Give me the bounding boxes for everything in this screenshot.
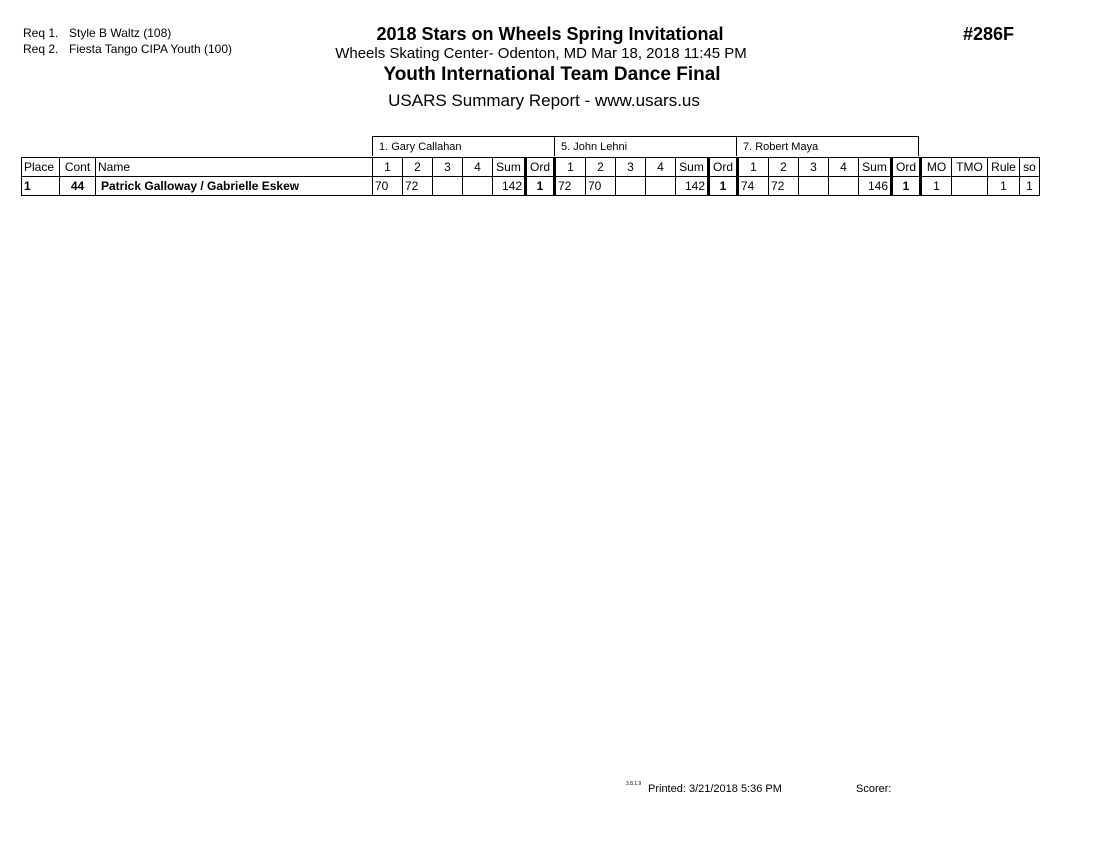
printed-timestamp: Printed: 3/21/2018 5:36 PM — [648, 783, 782, 795]
table-row — [22, 177, 1040, 196]
cell-j1-s1: 70 — [373, 177, 403, 196]
version-label: 3.8.1.9 — [626, 781, 642, 787]
cell-j1-sum: 142 — [493, 177, 526, 196]
requirement-2-number: Req 2. — [23, 42, 59, 56]
judge-7-name: 7. Robert Maya — [737, 137, 919, 157]
cell-place: 1 — [22, 177, 60, 196]
column-header-row — [22, 158, 1040, 177]
col-rule: Rule — [988, 158, 1020, 177]
col-tmo: TMO — [952, 158, 988, 177]
requirement-2-text: Fiesta Tango CIPA Youth (100) — [69, 42, 233, 56]
cell-j5-sum: 142 — [676, 177, 709, 196]
cell-j1-ord: 1 — [526, 177, 555, 196]
requirement-1-number: Req 1. — [23, 26, 59, 40]
col-j1-s3: 3 — [433, 158, 463, 177]
event-title: Youth International Team Dance Final — [383, 64, 721, 85]
cell-name: Patrick Galloway / Gabrielle Eskew — [96, 177, 373, 196]
cell-j7-s1: 74 — [738, 177, 769, 196]
cell-tmo — [952, 177, 988, 196]
cell-j1-s2: 72 — [403, 177, 433, 196]
col-cont: Cont — [60, 158, 96, 177]
cell-j7-sum: 146 — [859, 177, 892, 196]
col-j5-s1: 1 — [555, 158, 586, 177]
cell-j5-s1: 72 — [555, 177, 586, 196]
report-line: USARS Summary Report - www.usars.us — [388, 91, 700, 110]
cell-j7-s2: 72 — [769, 177, 799, 196]
col-j5-ord: Ord — [709, 158, 738, 177]
cell-j1-s3 — [433, 177, 463, 196]
judge-5-name: 5. John Lehni — [555, 137, 737, 157]
col-so: so — [1020, 158, 1040, 177]
col-j1-s1: 1 — [373, 158, 403, 177]
col-j7-s3: 3 — [799, 158, 829, 177]
cell-so: 1 — [1020, 177, 1040, 196]
col-j1-sum: Sum — [493, 158, 526, 177]
col-j1-s4: 4 — [463, 158, 493, 177]
cell-cont: 44 — [60, 177, 96, 196]
requirement-1-text: Style B Waltz (108) — [69, 26, 172, 40]
col-j1-s2: 2 — [403, 158, 433, 177]
cell-mo: 1 — [921, 177, 952, 196]
competition-title: 2018 Stars on Wheels Spring Invitational — [376, 24, 724, 44]
cell-j1-s4 — [463, 177, 493, 196]
col-place: Place — [22, 158, 60, 177]
col-j5-sum: Sum — [676, 158, 709, 177]
cell-j5-s2: 70 — [586, 177, 616, 196]
col-j7-sum: Sum — [859, 158, 892, 177]
judge-header-row — [372, 136, 919, 156]
cell-j5-s3 — [616, 177, 646, 196]
judge-1-name: 1. Gary Callahan — [373, 137, 555, 157]
col-j7-s1: 1 — [738, 158, 769, 177]
results-table — [21, 157, 1040, 196]
col-j7-s2: 2 — [769, 158, 799, 177]
col-j7-ord: Ord — [892, 158, 921, 177]
cell-j7-ord: 1 — [892, 177, 921, 196]
cell-j5-s4 — [646, 177, 676, 196]
col-j5-s3: 3 — [616, 158, 646, 177]
cell-j7-s3 — [799, 177, 829, 196]
venue-date-line: Wheels Skating Center- Odenton, MD Mar 18, 2018 11:45 PM — [335, 45, 747, 62]
scorer-label: Scorer: — [856, 783, 892, 795]
col-name: Name — [96, 158, 373, 177]
col-j1-ord: Ord — [526, 158, 555, 177]
col-j5-s2: 2 — [586, 158, 616, 177]
col-mo: MO — [921, 158, 952, 177]
event-number: #286F — [963, 24, 1015, 44]
col-j7-s4: 4 — [829, 158, 859, 177]
cell-j5-ord: 1 — [709, 177, 738, 196]
cell-rule: 1 — [988, 177, 1020, 196]
col-j5-s4: 4 — [646, 158, 676, 177]
cell-j7-s4 — [829, 177, 859, 196]
